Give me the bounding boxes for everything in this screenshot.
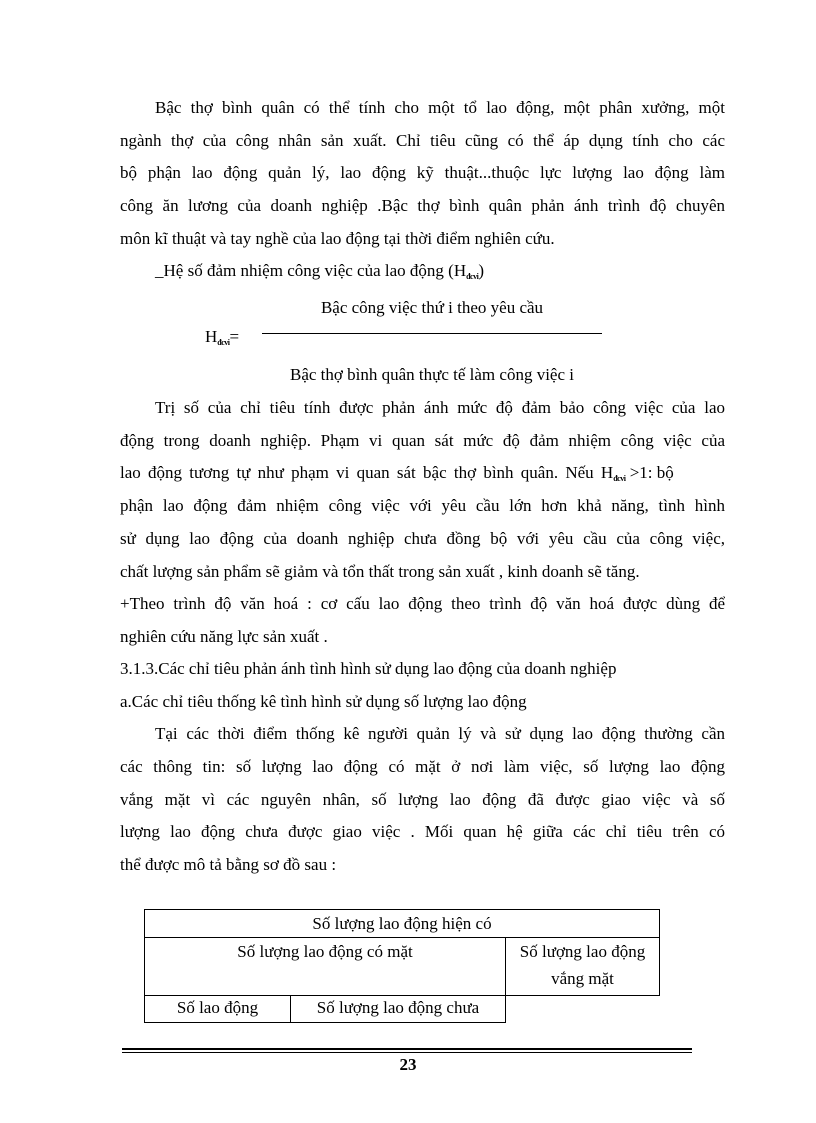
paragraph-line: lao động tương tự như phạm vi quan sát bậc thợ bình quân. Nếu Hđcvi >1: bộ — [120, 463, 674, 483]
section-heading: 3.1.3.Các chỉ tiêu phản ánh tình hình sử dụng lao động của doanh nghiệp — [120, 659, 617, 678]
paragraph-line: phận lao động đảm nhiệm công việc với yêu cầu lớn hơn khả năng, tình hình — [120, 496, 725, 515]
diagram-top-cell: Số lượng lao động hiện có — [145, 910, 660, 938]
formula-lhs: Hđcvi= — [205, 327, 240, 347]
paragraph-line: môn kĩ thuật và tay nghề của lao động tại thời điểm nghiên cứu. — [120, 229, 555, 248]
sub-heading: a.Các chỉ tiêu thống kê tình hình sử dụng số lượng lao động — [120, 692, 527, 711]
paragraph-line: lượng lao động chưa được giao việc . Mối quan hệ giữa các chỉ tiêu trên có — [120, 822, 725, 841]
diagram-assigned-cell: Số lao động — [145, 996, 291, 1023]
diagram-absent-cell — [506, 938, 660, 996]
paragraph-line: công ăn lương của doanh nghiệp .Bậc thợ bình quân phản ánh trình độ chuyên — [120, 196, 725, 215]
diagram-unassigned-cell: Số lượng lao động chưa — [291, 996, 506, 1023]
paragraph-line: Bậc thợ bình quân có thể tính cho một tổ lao động, một phân xưởng, một — [155, 98, 725, 117]
paragraph-line: Trị số của chỉ tiêu tính được phản ánh mức độ đảm bảo công việc của lao — [155, 398, 725, 417]
formula-numerator: Bậc công việc thứ i theo yêu cầu — [320, 298, 544, 317]
labor-diagram — [144, 909, 660, 1023]
paragraph-line: +Theo trình độ văn hoá : cơ cấu lao động theo trình độ văn hoá được dùng để — [120, 594, 725, 613]
page-number: 23 — [399, 1055, 417, 1074]
formula-denominator: Bậc thợ bình quân thực tế làm công việc i — [290, 365, 574, 384]
diagram-present-cell: Số lượng lao động có mặt — [145, 938, 506, 996]
footer-rule — [122, 1048, 692, 1050]
paragraph-line: ngành thợ của công nhân sản xuất. Chỉ tiêu cũng có thể áp dụng tính cho các — [120, 131, 725, 150]
paragraph-line: nghiên cứu năng lực sản xuất . — [120, 627, 328, 646]
paragraph-line: sử dụng lao động của doanh nghiệp chưa đồng bộ với yêu cầu của công việc, — [120, 529, 725, 548]
fraction-bar — [262, 333, 602, 334]
footer-rule-thin — [122, 1052, 692, 1053]
diagram-absent-line1: Số lượng lao động — [519, 942, 646, 961]
paragraph-line: Tại các thời điểm thống kê người quản lý và sử dụng lao động thường cần — [155, 724, 725, 743]
paragraph-line: thể được mô tả bằng sơ đồ sau : — [120, 855, 337, 874]
coefficient-title: _Hệ số đảm nhiệm công việc của lao động (Hđcvi) — [155, 261, 485, 281]
paragraph-line: chất lượng sản phẩm sẽ giảm và tổn thất trong sản xuất , kinh doanh sẽ tăng. — [120, 562, 640, 581]
paragraph-line: vắng mặt vì các nguyên nhân, số lượng lao động đã được giao việc và số — [120, 790, 725, 809]
paragraph-line: động trong doanh nghiệp. Phạm vi quan sát mức độ đảm nhiệm công việc của — [120, 431, 725, 450]
diagram-empty-cell — [506, 996, 660, 1023]
paragraph-line: bộ phận lao động quản lý, lao động kỹ thuật...thuộc lực lượng lao động làm — [120, 163, 725, 182]
diagram-absent-line2: vắng mặt — [551, 969, 614, 988]
paragraph-line: các thông tin: số lượng lao động có mặt ở nơi làm việc, số lượng lao động — [120, 757, 725, 776]
